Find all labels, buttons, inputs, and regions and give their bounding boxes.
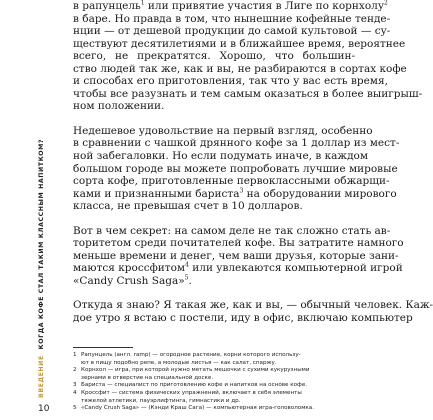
text-run: «Candy Crush Saga» [73,274,185,287]
text-run: класса, не превышая счет в 10 долларов. [73,200,303,213]
footnote-ref: 5 [184,274,189,282]
footnote-divider [73,347,133,348]
text-line [73,12,391,26]
text-run: или привятие участия в Лиге по корнхолу [144,0,384,12]
text-run: маются кроссфитом [73,262,186,275]
footnote-text: тяжелой атлетики, пауэрлифтинга, гимнастики и др. [81,397,241,404]
paragraph-gap [73,287,355,299]
text-line [73,224,391,238]
text-line [73,100,355,113]
text-run: торитетом среди почитателей кофе. Вы затратите намного [73,237,404,250]
footnote-line [73,352,355,360]
footnote-text: ют в пищу подобно репе, а молодые листья — как салат, спаржу. [81,359,277,366]
footnotes [73,352,355,413]
text-line [73,175,390,188]
text-line [73,124,373,138]
text-run: чтобы все разузнать и тем самым оказаться в более выигрыш- [73,87,423,100]
text-line [73,312,413,325]
text-run: меньше времени и денег, чем ваши друзья, которые зани- [73,249,399,262]
text-run: в сравнении с чашкой дрянного кофе за 1 доллар из мест- [73,137,400,150]
text-line [73,62,407,76]
text-run: нции — от дешевой продукции до самой культовой — су- [73,25,391,38]
footnote-text: зернами в отверстие на специальной доске. [81,374,214,381]
text-line [73,25,391,38]
text-line [73,299,433,312]
text-run: или увлекаются компьютерной игрой [188,262,403,275]
text-line [73,137,400,150]
body-text [73,0,433,325]
footnote-number: 5 [73,405,77,412]
footnote-line [73,375,355,383]
footnote-line [73,398,355,406]
paragraph-gap [73,113,355,125]
footnote-ref: 1 [140,0,145,7]
text-run: сорта кофе, приготовленные первоклассными обжарщи- [73,175,390,188]
text-run: ном положении. [73,100,165,113]
paragraph [73,299,433,325]
footnote-text: Бариста — специалист по приготовлению кофе и напитков на основе кофе. [81,382,308,389]
footnote-ref: 4 [185,261,189,269]
section-title: ВВЕДЕНИЕ [38,355,45,398]
chapter-title: КОГДА КОФЕ СТАЛ ТАКИМ КЛАССНЫМ НАПИТКОМ? [38,138,45,350]
text-line [73,237,404,250]
text-line [73,187,397,201]
text-line [73,249,399,263]
text-line [73,150,369,163]
text-line [73,37,406,51]
paragraph [73,124,400,213]
paragraph-gap [73,213,355,225]
footnote-ref: 3 [239,187,244,195]
text-line [73,162,398,176]
text-line [73,50,355,63]
footnote-number: 2 [73,367,77,374]
footnote-text: Рапунцель (англ. ramp) — огородное растение, корни которого использу- [81,352,301,358]
footnote-line [73,367,355,375]
text-run: Вот в чем секрет: на самом деле не так сложно стать ав- [73,224,391,237]
text-run: большом городе вы можете попробовать лучшие мировые [73,162,398,175]
text-line [73,200,355,213]
text-run: ществуют десятилетиями и в ближайшее время, вероятнее [73,37,406,50]
footnote-number: 1 [73,352,77,358]
text-run: дое утро я встаю с постели, иду в офис, включаю компьютер [73,312,413,325]
footnote-number: 4 [73,389,77,396]
text-run: всего, не прекратятся. Хорошо, что большин- [73,50,355,63]
footnote-line [73,382,355,390]
text-line [73,275,355,288]
text-line [73,75,388,88]
text-run: ство людей так же, как и вы, не разбираются в сортах кофе [73,62,407,75]
footnote-text: «Candy Crush Saga» — (Кэнди Краш Сага) — компьютерная игра-головоломка. [81,405,315,412]
running-head [38,139,45,398]
text-run: в баре. Но правда в том, что нынешние кофейные тенде- [73,12,391,25]
text-run: . [188,274,192,287]
paragraph [73,0,423,113]
text-line [73,87,423,101]
text-run: в рапунцель [73,0,141,12]
text-line [73,261,403,275]
text-run: и способах его приготовления, так что у вас есть время, [73,75,388,88]
text-run: ками и признанными бариста [73,187,240,200]
footnote-text: Кроссфит — система физических упражнений, включает в себя элементы [81,389,302,396]
text-run: на оборудовании мирового [243,187,397,200]
text-run: ной забегаловки. Но если подумать иначе, в каждом [73,150,369,163]
footnote-ref: 2 [384,0,388,7]
text-line [73,0,388,13]
text-run: Откуда я знаю? Я такая же, как и вы, — обычный человек. Каж- [73,299,433,312]
text-run: Недешевое удовольствие на первый взгляд, особенно [73,124,373,137]
paragraph [73,224,404,288]
footnote-line [73,405,355,413]
page-number: 10 [38,404,50,414]
footnote-number: 3 [73,382,77,389]
page-margin [0,0,54,420]
footnote-line [73,390,355,398]
footnote-text: Корнхол — игра, при которой нужно метать мешочки с сухими кукурузными [81,367,310,374]
